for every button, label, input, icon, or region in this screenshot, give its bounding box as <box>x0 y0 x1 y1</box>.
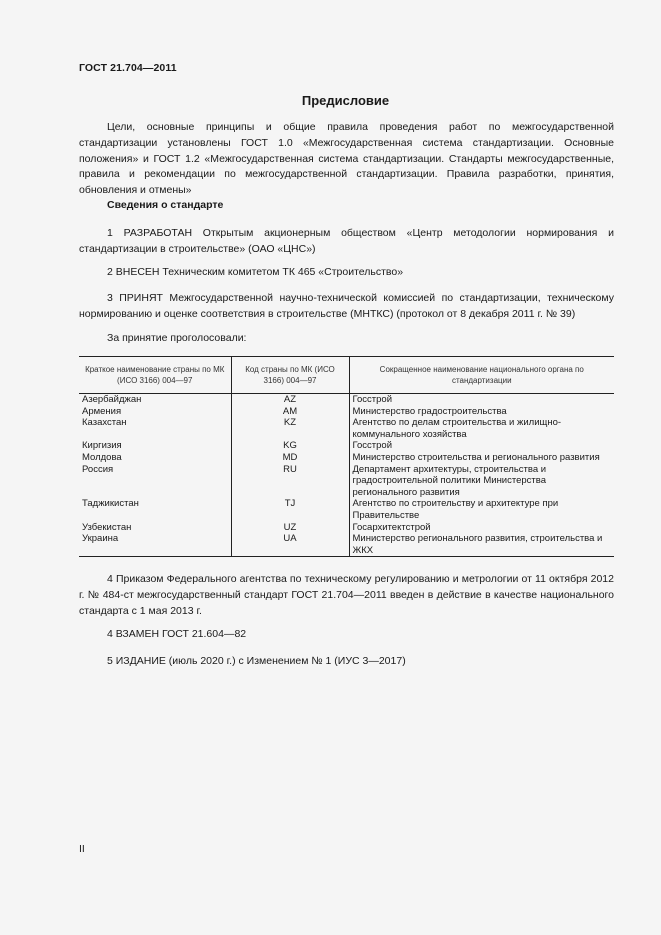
country-code: KZ <box>231 417 349 440</box>
country-name: Узбекистан <box>82 521 132 533</box>
country-code: TJ <box>231 498 349 521</box>
country-code: KG <box>231 440 349 452</box>
country-code: UZ <box>231 522 349 534</box>
item-4-order-paragraph: 4 Приказом Федерального агентства по техническому регулированию и метрологии от 11 октября 2012 г. № 484-ст межгосударственный стандарт ГОСТ 21.704—2011 введен в действие в качестве национального стандарта с 1 мая 2013 г. <box>79 573 614 617</box>
authority-name: Агентство по делам строительства и жилищно-коммунального хозяйства <box>349 417 614 440</box>
authority-name: Министерство регионального развития, строительства и ЖКХ <box>349 533 614 557</box>
authority-name: Госархитектстрой <box>349 522 614 534</box>
country-name: Россия <box>82 463 114 475</box>
item-4-replaces-paragraph: 4 ВЗАМЕН ГОСТ 21.604—82 <box>107 628 247 640</box>
table-row <box>79 394 614 406</box>
table-row <box>79 464 614 499</box>
table-row <box>79 417 614 440</box>
item-1-paragraph: 1 РАЗРАБОТАН Открытым акционерным обществом «Центр методологии нормирования и стандартизации в строительстве» (ОАО «ЦНС») <box>79 227 614 255</box>
country-name: Азербайджан <box>82 394 142 405</box>
country-name: Таджикистан <box>82 498 139 510</box>
table-row <box>79 406 614 418</box>
intro-paragraph: Цели, основные принципы и общие правила проведения работ по межгосударственной стандартизации установлены ГОСТ 1.0 «Межгосударственная система стандартизации. Основные положения» и ГОСТ 1.2 «Межгосударственная система стандартизации. Стандарты межгосударственные, правила и рекомендации по межгосударственной стандартизации. Правила разработки, принятия, обновления и отмены» <box>79 121 614 197</box>
country-name: Киргизия <box>82 440 122 452</box>
country-name: Украина <box>79 533 231 557</box>
section-title: Сведения о стандарте <box>107 199 224 211</box>
country-code: MD <box>231 452 349 464</box>
column-header-code: Код страны по МК (ИСО 3166) 004—97 <box>231 357 349 394</box>
page-title: Предисловие <box>301 93 390 108</box>
country-code: RU <box>231 464 349 499</box>
table-header-row <box>79 357 614 394</box>
country-code: AM <box>231 406 349 418</box>
authority-name: Министерство строительства и регионального развития <box>349 452 614 464</box>
table-row <box>79 533 614 557</box>
column-header-country: Краткое наименование страны по МК (ИСО 3166) 004—97 <box>79 357 231 394</box>
table-row <box>79 498 614 521</box>
authority-name: Госстрой <box>349 394 614 406</box>
country-code: UA <box>231 533 349 557</box>
column-header-authority: Сокращенное наименование национального органа по стандартизации <box>349 357 614 394</box>
table-row <box>79 440 614 452</box>
country-name: Армения <box>82 405 122 417</box>
item-5-edition-paragraph: 5 ИЗДАНИЕ (июль 2020 г.) с Изменением № 1 (ИУС 3—2017) <box>107 655 406 667</box>
country-code: AZ <box>231 394 349 406</box>
country-name: Казахстан <box>82 417 127 429</box>
authority-name: Министерство градостроительства <box>349 406 614 418</box>
member-states-table <box>79 356 614 557</box>
document-code-header: ГОСТ 21.704—2011 <box>79 62 177 74</box>
authority-name: Департамент архитектуры, строительства и градостроительной политики Министерства регионального развития <box>349 464 614 499</box>
authority-name: Госстрой <box>349 440 614 452</box>
item-2-paragraph: 2 ВНЕСЕН Техническим комитетом ТК 465 «Строительство» <box>107 266 404 278</box>
page-number: II <box>79 843 85 855</box>
item-3-paragraph: 3 ПРИНЯТ Межгосударственной научно-технической комиссией по стандартизации, техническому нормированию и оценке соответствия в строительстве (МНТКС) (протокол от 8 декабря 2011 г. № 39) <box>79 292 614 320</box>
table-row <box>79 522 614 534</box>
country-name: Молдова <box>82 451 122 463</box>
table-row <box>79 452 614 464</box>
authority-name: Агентство по строительству и архитектуре при Правительстве <box>349 498 614 521</box>
voted-label: За принятие проголосовали: <box>107 332 247 344</box>
